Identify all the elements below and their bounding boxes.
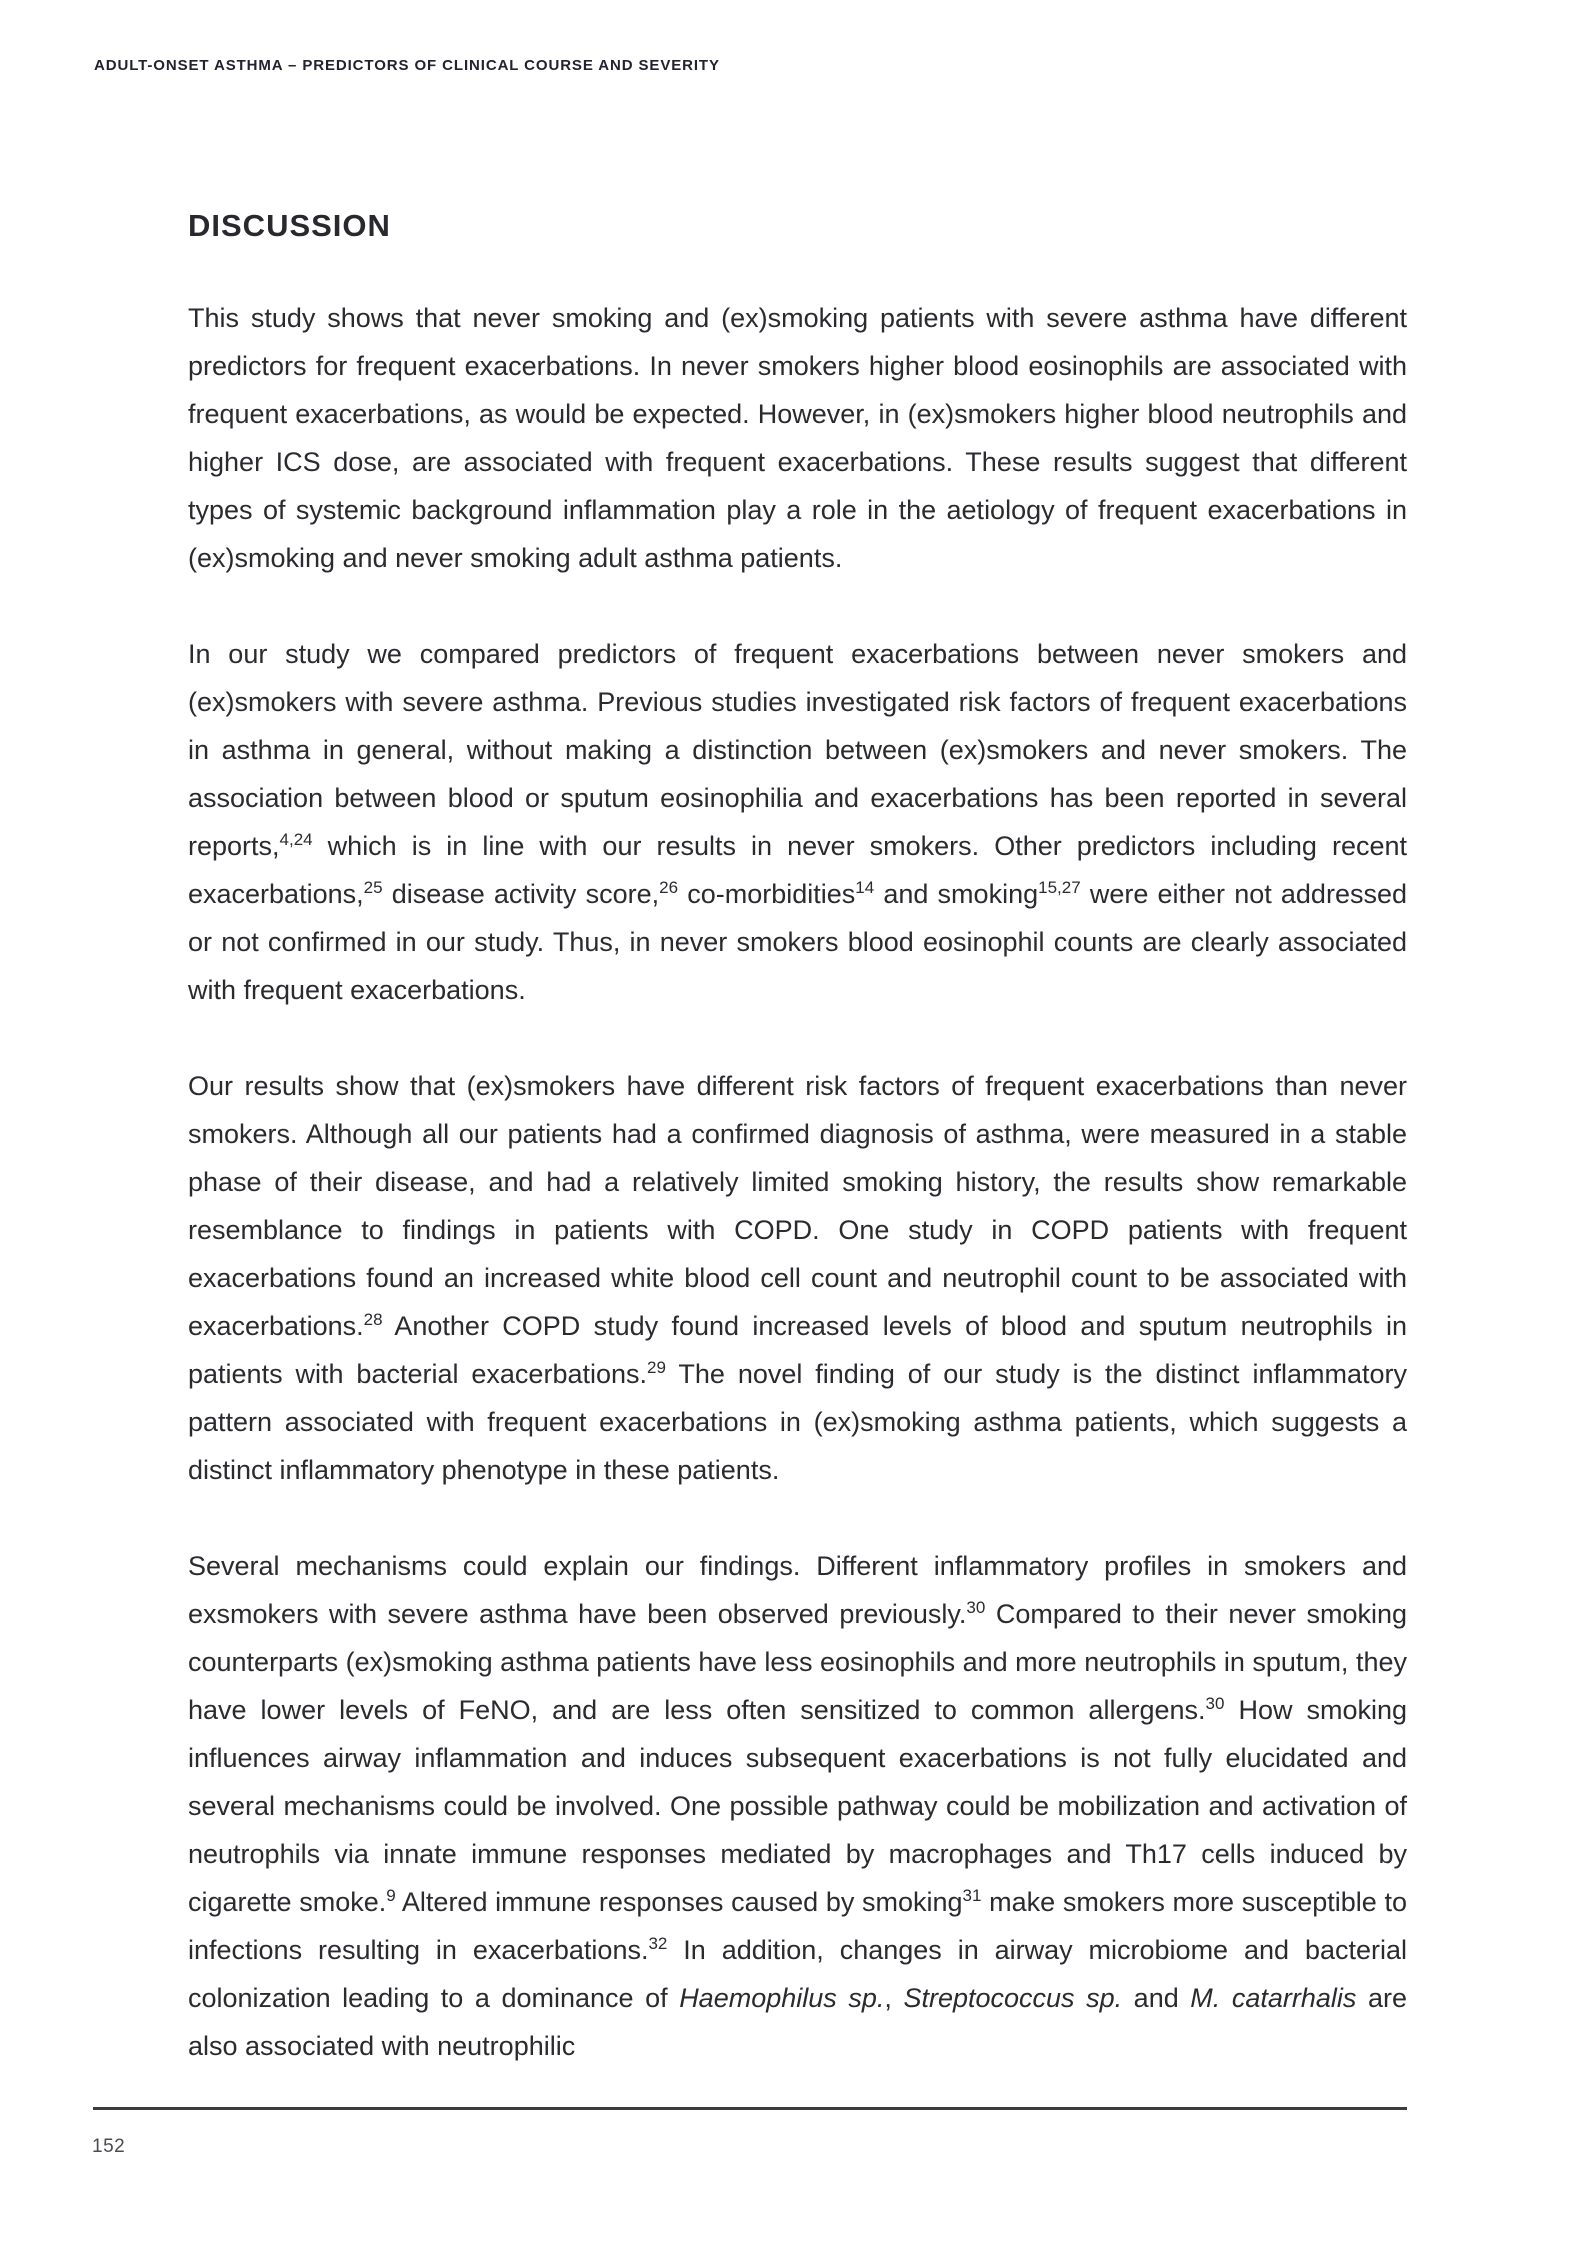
discussion-paragraphs: [188, 294, 1407, 2070]
reference-superscript: 26: [659, 878, 679, 897]
paragraph: [188, 630, 1407, 1014]
reference-superscript: 4,24: [279, 830, 313, 849]
reference-superscript: 14: [855, 878, 875, 897]
paragraph: [188, 294, 1407, 582]
text-segment: co-morbidities: [678, 879, 856, 909]
paragraph: [188, 1062, 1407, 1494]
reference-superscript: 15,27: [1038, 878, 1081, 897]
text-segment: In addition, changes in airway microbiome and bacterial colonization leading to a dominance of: [188, 1935, 1407, 2013]
reference-superscript: 28: [363, 1310, 383, 1329]
text-segment: are also associated with neutrophilic: [188, 1983, 1407, 2061]
page-body: [188, 207, 1407, 2070]
text-segment: Streptococcus sp.: [903, 1983, 1123, 2013]
text-segment: Our results show that (ex)smokers have different risk factors of frequent exacerbations than never smokers. Although all our patients had a confirmed diagnosis of asthma, were measured in a stable phase of their disease, and had a relatively limited smoking history, the results show remarkable resemblance to findings in patients with COPD. One study in COPD patients with frequent exacerbations found an increased white blood cell count and neutrophil count to be associated with exacerbations.: [188, 1071, 1407, 1341]
text-segment: and smoking: [874, 879, 1039, 909]
text-segment: disease activity score,: [382, 879, 660, 909]
reference-superscript: 31: [962, 1886, 982, 1905]
text-segment: ,: [884, 1983, 904, 2013]
reference-superscript: 29: [647, 1358, 666, 1377]
paragraph: [188, 1542, 1407, 2070]
text-segment: In our study we compared predictors of frequent exacerbations between never smokers and (ex)smokers with severe asthma. Previous studies investigated risk factors of frequent exacerbations in asthma in general, without making a distinction between (ex)smokers and never smokers. The association between blood or sputum eosinophilia and exacerbations has been reported in several reports,: [188, 639, 1407, 861]
text-segment: were either not addressed or not confirmed in our study. Thus, in never smokers blood eosinophil counts are clearly associated with frequent exacerbations.: [188, 879, 1407, 1005]
text-segment: which is in line with our results in never smokers. Other predictors including recent exacerbations,: [188, 831, 1407, 909]
reference-superscript: 32: [648, 1934, 668, 1953]
text-segment: Haemophilus sp.: [679, 1983, 885, 2013]
text-segment: Altered immune responses caused by smoking: [395, 1887, 963, 1917]
text-segment: make smokers more susceptible to infections resulting in exacerbations.: [188, 1887, 1407, 1965]
reference-superscript: 30: [1205, 1694, 1225, 1713]
running-header: ADULT-ONSET ASTHMA – PREDICTORS OF CLINICAL COURSE AND SEVERITY: [94, 57, 720, 74]
text-segment: Compared to their never smoking counterparts (ex)smoking asthma patients have less eosinophils and more neutrophils in sputum, they have lower levels of FeNO, and are less often sensitized to common allergens.: [188, 1599, 1408, 1725]
reference-superscript: 30: [966, 1598, 986, 1617]
section-title: DISCUSSION: [188, 208, 391, 243]
footer-rule: [93, 2107, 1407, 2110]
text-segment: This study shows that never smoking and (ex)smoking patients with severe asthma have different predictors for frequent exacerbations. In never smokers higher blood eosinophils are associated with frequent exacerbations, as would be expected. However, in (ex)smokers higher blood neutrophils and higher ICS dose, are associated with frequent exacerbations. These results suggest that different types of systemic background inflammation play a role in the aetiology of frequent exacerbations in (ex)smoking and never smoking adult asthma patients.: [188, 303, 1407, 573]
reference-superscript: 25: [363, 878, 383, 897]
text-segment: How smoking influences airway inflammation and induces subsequent exacerbations is not fully elucidated and several mechanisms could be involved. One possible pathway could be mobilization and activation of neutrophils via innate immune responses mediated by macrophages and Th17 cells induced by cigarette smoke.: [188, 1695, 1407, 1917]
text-segment: M. catarrhalis: [1190, 1983, 1357, 2013]
text-segment: Several mechanisms could explain our findings. Different inflammatory profiles in smokers and exsmokers with severe asthma have been observed previously.: [188, 1551, 1407, 1629]
reference-superscript: 9: [386, 1886, 396, 1905]
text-segment: and: [1122, 1983, 1191, 2013]
text-segment: Another COPD study found increased levels of blood and sputum neutrophils in patients with bacterial exacerbations.: [188, 1311, 1407, 1389]
page-number: 152: [92, 2136, 126, 2157]
text-segment: The novel finding of our study is the distinct inflammatory pattern associated with frequent exacerbations in (ex)smoking asthma patients, which suggests a distinct inflammatory phenotype in these patients.: [188, 1359, 1407, 1485]
